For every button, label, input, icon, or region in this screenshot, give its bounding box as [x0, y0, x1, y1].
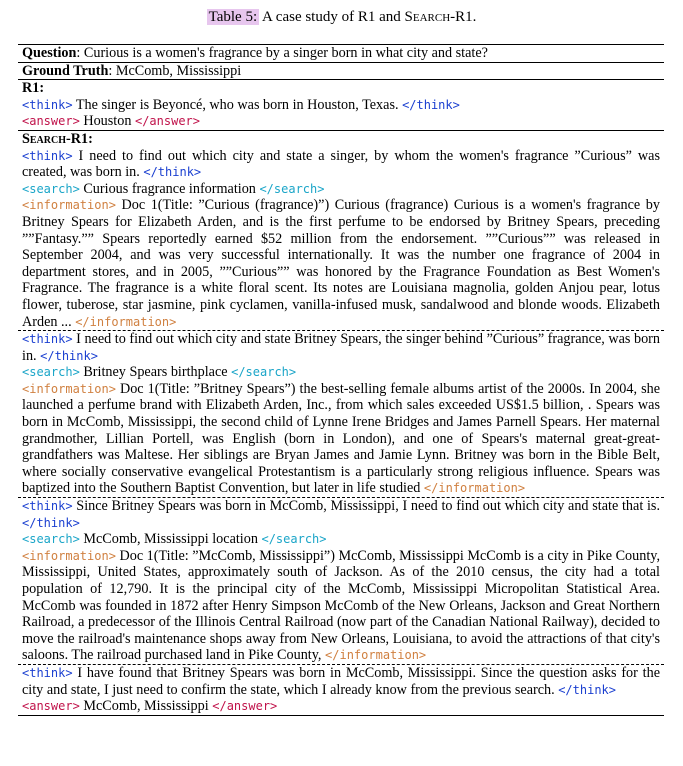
step2-search: <search> Britney Spears birthplace </search> [22, 364, 297, 381]
step2-information: <information> Doc 1(Title: ”Britney Spears”) the best-selling female albums artist of the 2000s. In 2004, she launched a perfume brand with Elizabeth Arden, Inc., from which sales exceeded US$1.5 billion, . Spears was born in McComb, Mississippi, the second child of Lynne Irene Bridges and James Parnell Spears. Her maternal grandmother, Lillian Portell, was English (born in London), and one of Spears's maternal great-great-grandfathers was Maltese. Her siblings are Bryan James and Jamie Lynn. Britney was born in the Bible Belt, where socially conservative evangelical Protestantism is a particularly strong religious influence. Spears was baptized into the Southern Baptist Convention, but later in life studied </information> [18, 381, 664, 498]
table-label: Table 5: [208, 9, 258, 25]
step3-think: <think> Since Britney Spears was born in McComb, Mississippi, I need to find out which city and state that is. </think> [22, 498, 660, 530]
ground-truth-label: Ground Truth [22, 62, 109, 79]
step1-search: <search> Curious fragrance information </search> [22, 180, 325, 197]
r1-label: R1: [22, 80, 45, 97]
r1-think: <think> The singer is Beyoncé, who was born in Houston, Texas. </think> [22, 96, 460, 113]
step4-think: <think> I have found that Britney Spears was born in McComb, Mississippi. Since the question asks for the city and state, I just need to confirm the state, which I already know from the previous search. </think> [22, 664, 660, 698]
step1-think: <think> I need to find out which city and state a singer, by whom the women's fragrance ”Curious” was created, was born in. </think> [22, 147, 660, 181]
caption-method-name: Search-R1 [404, 9, 473, 25]
question-label: Question [22, 45, 77, 61]
step3-information: <information> Doc 1(Title: ”McComb, Mississippi”) McComb, Mississippi McComb is a city in Pike County, Mississippi, United States, approximately south of Jackson. As of the 2010 census, the city had a total population of 12,790. It is the principal city of the McComb, Mississippi Micropolitan Statistical Area. McComb was founded in 1872 after Henry Simpson McComb of the New Orleans, Jackson and Great Northern Railroad, a predecessor of the Illinois Central Railroad (now part of the Canadian National Railway), decided to move the railroad's maintenance shops away from New Orleans, Louisiana, to avoid the attractions of that city's saloons. The railroad purchased land in Pike County, </information> [18, 548, 664, 665]
step1-information: <information> Doc 1(Title: ”Curious (fragrance)”) Curious (fragrance) Curious is a women's fragrance by Britney Spears for Elizabeth Arden, and is the first perfume to be endorsed by Britney Spears, preceding ””Fantasy.”” Spears reportedly earned $52 million from the endorsement. ””Curious”” was released in September 2004, and was very successful internationally. It was the number one fragrance of 2004 in department stores, and in 2005, ””Curious”” was honored by the Fragrance Foundation as Best Women's Fragrance. The fragrance is a white floral scent. Its notes are Louisiana magnolia, golden Anjou pear, lotus flower, tuberose, star jasmine, pink cyclamen, vanilla-infused musk, sandalwood and blonde woods. Elizabeth Arden ... </information> [18, 197, 664, 331]
search-r1-label-row [18, 131, 664, 148]
caption-text: A case study of R1 and [259, 9, 405, 25]
case-study-table [18, 44, 664, 716]
step2-think: <think> I need to find out which city and state Britney Spears, the singer behind ”Curious” fragrance, was born in. </think> [22, 331, 660, 364]
ground-truth-text: : McComb, Mississippi [108, 62, 242, 79]
step3-search: <search> McComb, Mississippi location </search> [22, 531, 327, 548]
table-caption: Table 5: A case study of R1 and Search-R1. [208, 9, 477, 25]
question-row [18, 45, 664, 63]
step4-answer: <answer> McComb, Mississippi </answer> [18, 698, 664, 716]
search-r1-label: Search-R1: [22, 130, 93, 147]
question-text: : Curious is a women's fragrance by a singer born in what city and state? [76, 45, 488, 61]
ground-truth-row [18, 63, 664, 81]
r1-label-row [18, 80, 664, 97]
r1-answer: <answer> Houston </answer> [18, 113, 664, 131]
